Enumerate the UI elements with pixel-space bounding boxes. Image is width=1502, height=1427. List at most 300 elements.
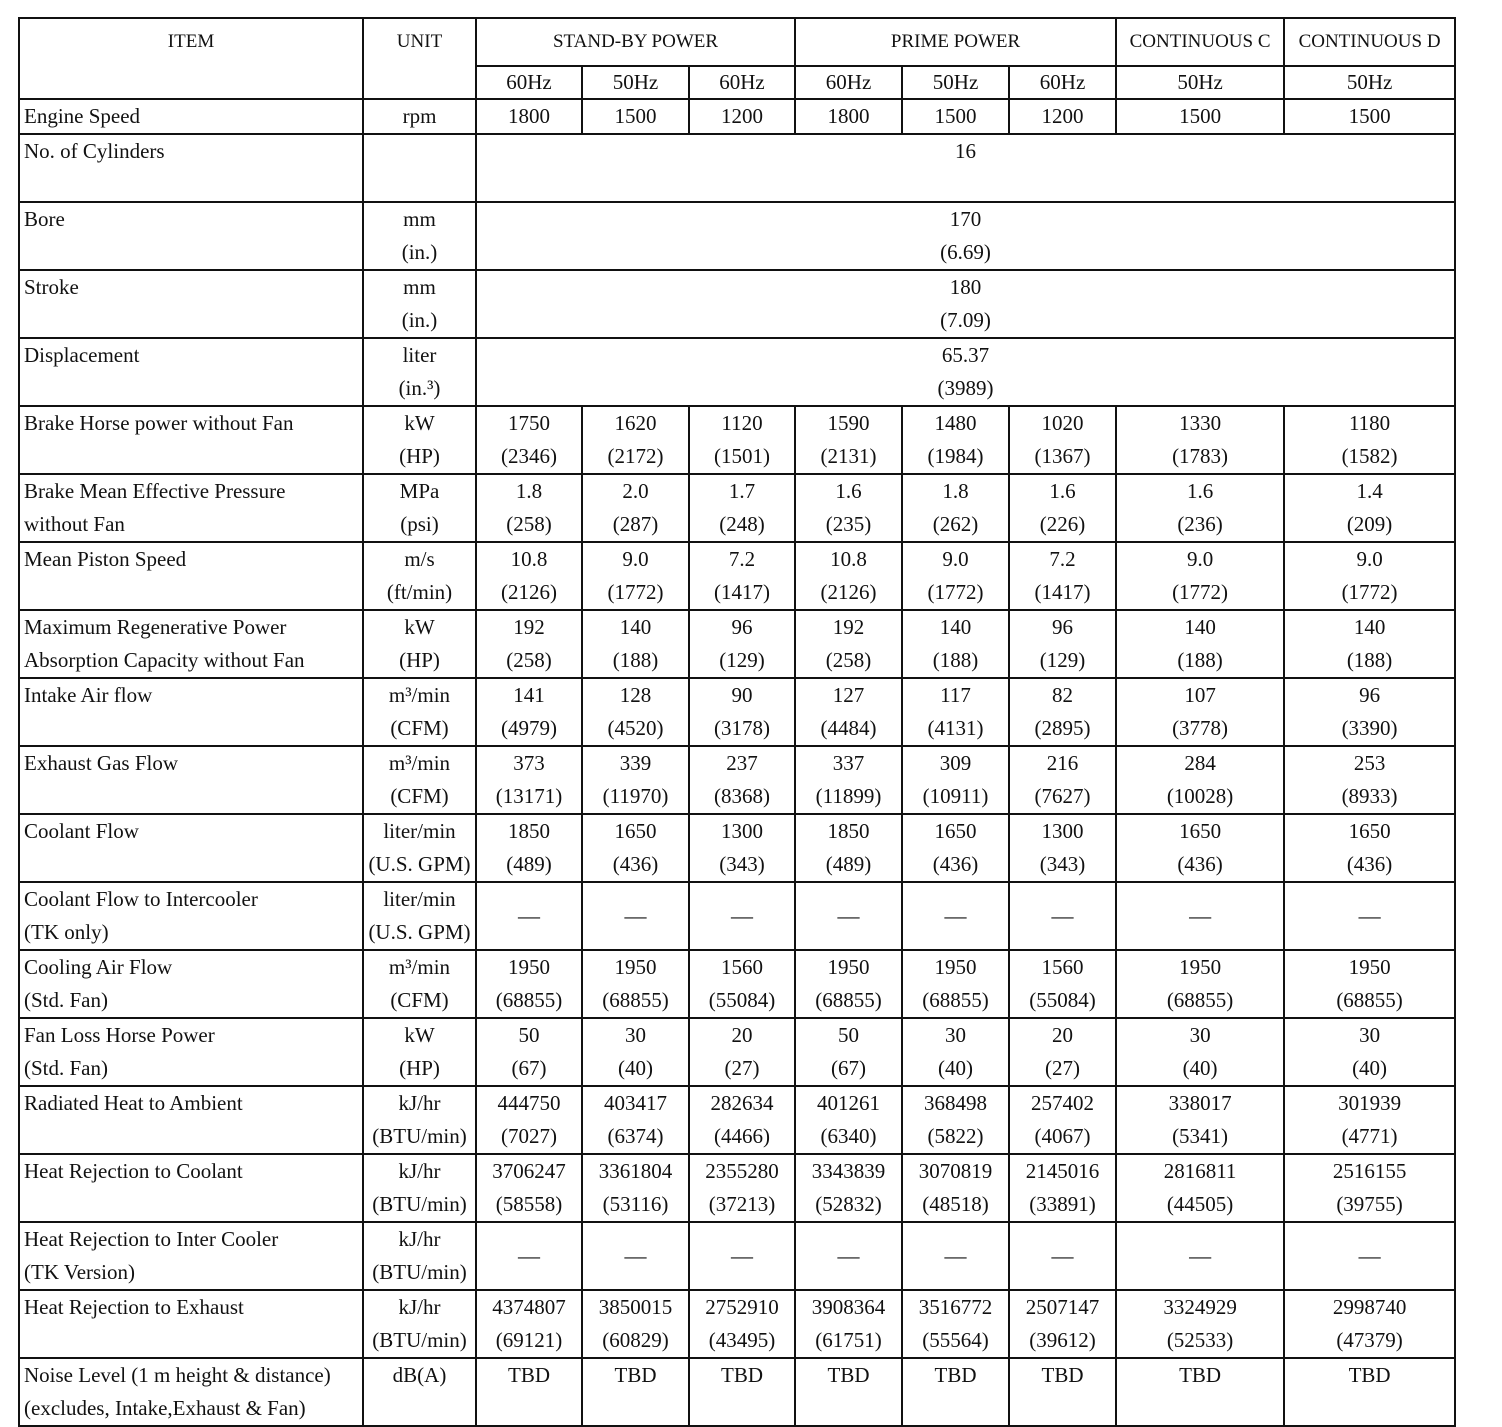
- cell-line: (1772): [1341, 580, 1398, 604]
- cell-line: 1500: [1179, 104, 1222, 128]
- cell-line: (258): [506, 648, 552, 672]
- value-cell: [1116, 814, 1284, 882]
- item-cell: [19, 814, 363, 882]
- cell-line: 337: [832, 751, 865, 775]
- cell-line: (4771): [1341, 1124, 1398, 1148]
- cell-line: 1650: [614, 819, 657, 843]
- cell-line: (188): [932, 648, 979, 672]
- value-cell: [1284, 406, 1455, 474]
- cell-line: 180: [949, 275, 982, 299]
- cell-line: (188): [612, 648, 659, 672]
- cell-line: 2145016: [1025, 1159, 1100, 1183]
- shared-value-cell: [476, 134, 1455, 202]
- value-cell-dash: —: [689, 882, 795, 950]
- header-group-prime: PRIME POWER: [795, 18, 1116, 66]
- cell-line: 1300: [721, 819, 764, 843]
- cell-line: 3343839: [811, 1159, 886, 1183]
- cell-line: Absorption Capacity without Fan: [24, 648, 305, 672]
- cell-line: (489): [506, 852, 552, 876]
- cell-line: (52533): [1166, 1328, 1234, 1352]
- shared-value-cell: [476, 338, 1455, 406]
- cell-line: (11899): [815, 784, 882, 808]
- value-cell: [476, 1290, 582, 1358]
- value-cell: [476, 542, 582, 610]
- cell-line: liter/min: [383, 819, 456, 843]
- cell-line: (TK Version): [24, 1260, 136, 1284]
- cell-line: Coolant Flow: [24, 819, 139, 843]
- header-unit: [363, 18, 476, 99]
- cell-line: (Std. Fan): [24, 988, 108, 1012]
- cell-line: (in.): [401, 308, 438, 332]
- cell-line: mm: [403, 275, 436, 299]
- cell-line: (6340): [820, 1124, 877, 1148]
- cell-line: (33891): [1029, 1192, 1096, 1216]
- value-cell: [689, 950, 795, 1018]
- unit-cell: [363, 1086, 476, 1154]
- cell-line: (3778): [1172, 716, 1229, 740]
- value-cell: [582, 814, 689, 882]
- cell-line: (BTU/min): [372, 1124, 467, 1148]
- table-row: [19, 1154, 1455, 1222]
- cell-line: (4979): [501, 716, 557, 740]
- cell-line: (287): [612, 512, 659, 536]
- cell-line: (4466): [714, 1124, 771, 1148]
- cell-line: 1300: [1041, 819, 1084, 843]
- cell-line: (3178): [714, 716, 771, 740]
- cell-line: m³/min: [388, 683, 451, 707]
- cell-line: 1950: [508, 955, 550, 979]
- cell-line: 3850015: [598, 1295, 673, 1319]
- value-cell-dash: —: [582, 1222, 689, 1290]
- item-cell: [19, 678, 363, 746]
- cell-line: 140: [1353, 615, 1386, 639]
- cell-line: 1850: [827, 819, 870, 843]
- cell-line: (8933): [1341, 784, 1398, 808]
- value-cell: [902, 542, 1009, 610]
- unit-cell: [363, 270, 476, 338]
- value-cell: [1284, 1290, 1455, 1358]
- table-row: [19, 814, 1455, 882]
- cell-line: (129): [719, 648, 765, 672]
- value-cell: [689, 1290, 795, 1358]
- header-group-standby: STAND-BY POWER: [476, 18, 795, 66]
- cell-line: 1950: [614, 955, 657, 979]
- cell-line: Heat Rejection to Exhaust: [24, 1295, 244, 1319]
- cell-line: (HP): [399, 444, 440, 468]
- value-cell: [795, 1086, 902, 1154]
- cell-line: 1560: [1041, 955, 1084, 979]
- cell-line: (37213): [708, 1192, 776, 1216]
- cell-line: (1783): [1172, 444, 1229, 468]
- value-cell: [1284, 542, 1455, 610]
- value-cell: [1009, 99, 1116, 134]
- cell-line: (CFM): [390, 784, 449, 808]
- cell-line: (1367): [1034, 444, 1091, 468]
- value-cell: [902, 1086, 1009, 1154]
- value-cell: [1116, 1086, 1284, 1154]
- cell-line: (HP): [399, 648, 440, 672]
- value-cell: [1009, 1290, 1116, 1358]
- cell-line: 1950: [827, 955, 870, 979]
- cell-line: (in.): [401, 240, 438, 264]
- cell-line: (2126): [820, 580, 877, 604]
- cell-line: kW: [404, 1023, 435, 1047]
- value-cell: [1284, 1086, 1455, 1154]
- cell-line: 1480: [934, 411, 977, 435]
- value-cell: [582, 950, 689, 1018]
- value-cell: [795, 1290, 902, 1358]
- value-cell: [689, 1358, 795, 1426]
- table-row: [19, 1018, 1455, 1086]
- cell-line: liter/min: [383, 887, 456, 911]
- freq-cell: 60Hz: [689, 66, 795, 99]
- value-cell: [902, 814, 1009, 882]
- unit-cell: [363, 1222, 476, 1290]
- cell-line: (TK only): [24, 920, 109, 944]
- cell-line: 1500: [1348, 104, 1391, 128]
- cell-line: (48518): [922, 1192, 989, 1216]
- freq-cell: 50Hz: [1284, 66, 1455, 99]
- cell-line: (68855): [1336, 988, 1403, 1012]
- value-cell: [689, 474, 795, 542]
- item-cell: [19, 474, 363, 542]
- value-cell: [795, 406, 902, 474]
- cell-line: (psi): [400, 512, 439, 536]
- cell-line: (68855): [815, 988, 882, 1012]
- cell-line: 216: [1046, 751, 1079, 775]
- value-cell-dash: —: [476, 882, 582, 950]
- cell-line: 140: [619, 615, 652, 639]
- value-cell: [795, 99, 902, 134]
- value-cell: [1116, 1018, 1284, 1086]
- cell-line: 237: [726, 751, 758, 775]
- cell-line: Heat Rejection to Coolant: [24, 1159, 243, 1183]
- value-cell: [476, 814, 582, 882]
- table-row: [19, 678, 1455, 746]
- item-cell: [19, 134, 363, 202]
- cell-line: (1582): [1341, 444, 1398, 468]
- cell-line: (343): [719, 852, 765, 876]
- cell-line: 10.8: [830, 547, 867, 571]
- item-cell: [19, 338, 363, 406]
- cell-line: (248): [719, 512, 765, 536]
- item-cell: [19, 270, 363, 338]
- cell-line: (4520): [607, 716, 664, 740]
- unit-cell: [363, 474, 476, 542]
- value-cell: [1284, 814, 1455, 882]
- item-cell: [19, 1018, 363, 1086]
- value-cell: [795, 1018, 902, 1086]
- cell-line: Mean Piston Speed: [24, 547, 187, 571]
- cell-line: 141: [513, 683, 545, 707]
- cell-line: 1650: [1179, 819, 1222, 843]
- engine-spec-table: [18, 17, 1456, 1427]
- value-cell: [795, 1154, 902, 1222]
- value-cell: [795, 950, 902, 1018]
- cell-line: (excludes, Intake,Exhaust & Fan): [24, 1396, 306, 1420]
- item-cell: [19, 1222, 363, 1290]
- cell-line: (10911): [922, 784, 989, 808]
- cell-line: 20: [1052, 1023, 1074, 1047]
- value-cell: [582, 406, 689, 474]
- value-cell: [476, 610, 582, 678]
- cell-line: (188): [1346, 648, 1393, 672]
- cell-line: 282634: [710, 1091, 774, 1115]
- cell-line: kW: [404, 615, 435, 639]
- cell-line: TBD: [1348, 1363, 1391, 1387]
- cell-line: (52832): [815, 1192, 882, 1216]
- cell-line: TBD: [721, 1363, 764, 1387]
- cell-line: 10.8: [510, 547, 548, 571]
- unit-cell: [363, 99, 476, 134]
- value-cell: [1009, 814, 1116, 882]
- value-cell: [582, 1086, 689, 1154]
- cell-line: (60829): [602, 1328, 669, 1352]
- value-cell: [795, 746, 902, 814]
- cell-line: TBD: [1041, 1363, 1084, 1387]
- value-cell-dash: —: [1009, 1222, 1116, 1290]
- header-group-continuous-c: CONTINUOUS C: [1116, 18, 1284, 66]
- unit-cell: [363, 134, 476, 202]
- cell-line: Heat Rejection to Inter Cooler: [24, 1227, 279, 1251]
- cell-line: TBD: [1179, 1363, 1222, 1387]
- cell-line: 2998740: [1332, 1295, 1407, 1319]
- cell-line: (in.³): [398, 376, 441, 400]
- table-row: [19, 1086, 1455, 1154]
- value-cell: [582, 1154, 689, 1222]
- unit-cell: [363, 1018, 476, 1086]
- cell-line: 1650: [1348, 819, 1391, 843]
- cell-line: (39612): [1029, 1328, 1096, 1352]
- cell-line: 301939: [1338, 1091, 1402, 1115]
- cell-line: 127: [832, 683, 865, 707]
- cell-line: No. of Cylinders: [24, 139, 165, 163]
- cell-line: (1772): [927, 580, 984, 604]
- value-cell: [1116, 950, 1284, 1018]
- value-cell: [1009, 542, 1116, 610]
- value-cell-dash: —: [1116, 882, 1284, 950]
- value-cell-dash: —: [902, 1222, 1009, 1290]
- cell-line: (43495): [708, 1328, 776, 1352]
- value-cell: [689, 1086, 795, 1154]
- cell-line: (436): [1346, 852, 1393, 876]
- cell-line: 9.0: [622, 547, 649, 571]
- value-cell: [1284, 746, 1455, 814]
- cell-line: 3361804: [598, 1159, 673, 1183]
- table-row: [19, 99, 1455, 134]
- cell-line: 16: [955, 139, 977, 163]
- cell-line: 140: [1184, 615, 1216, 639]
- cell-line: 2816811: [1163, 1159, 1237, 1183]
- cell-line: 9.0: [1356, 547, 1383, 571]
- table-row: [19, 1290, 1455, 1358]
- cell-line: 96: [1052, 615, 1074, 639]
- cell-line: 373: [513, 751, 545, 775]
- value-cell: [582, 610, 689, 678]
- cell-line: 1800: [827, 104, 870, 128]
- header-item-label: ITEM: [167, 31, 215, 52]
- cell-line: (7627): [1034, 784, 1091, 808]
- cell-line: m/s: [404, 547, 435, 571]
- cell-line: (436): [612, 852, 659, 876]
- value-cell: [476, 406, 582, 474]
- header-group-continuous-d: CONTINUOUS D: [1284, 18, 1455, 66]
- cell-line: (8368): [714, 784, 771, 808]
- cell-line: dB(A): [392, 1363, 447, 1387]
- cell-line: (ft/min): [386, 580, 453, 604]
- value-cell: [476, 99, 582, 134]
- unit-cell: [363, 542, 476, 610]
- cell-line: 339: [619, 751, 652, 775]
- value-cell: [902, 678, 1009, 746]
- value-cell: [689, 678, 795, 746]
- cell-line: 253: [1353, 751, 1386, 775]
- cell-line: (BTU/min): [372, 1328, 467, 1352]
- table-row: [19, 950, 1455, 1018]
- cell-line: (2346): [501, 444, 557, 468]
- header-row-groups: [19, 18, 1455, 66]
- cell-line: 2355280: [705, 1159, 779, 1183]
- cell-line: 1750: [508, 411, 550, 435]
- table-row: [19, 406, 1455, 474]
- value-cell: [1009, 474, 1116, 542]
- cell-line: (53116): [602, 1192, 669, 1216]
- cell-line: 7.2: [728, 547, 756, 571]
- value-cell: [1009, 1154, 1116, 1222]
- cell-spacer: [20, 168, 362, 201]
- cell-line: TBD: [934, 1363, 977, 1387]
- table-row: [19, 1222, 1455, 1290]
- cell-line: 140: [939, 615, 972, 639]
- value-cell: [689, 1018, 795, 1086]
- cell-line: 1.4: [1356, 479, 1383, 503]
- cell-line: 1.7: [728, 479, 756, 503]
- cell-line: (2895): [1034, 716, 1091, 740]
- cell-line: 65.37: [941, 343, 990, 367]
- value-cell: [902, 1018, 1009, 1086]
- item-cell: [19, 1290, 363, 1358]
- item-cell: [19, 950, 363, 1018]
- cell-line: without Fan: [24, 512, 125, 536]
- value-cell-dash: —: [795, 1222, 902, 1290]
- cell-line: 7.2: [1049, 547, 1076, 571]
- cell-line: 1620: [614, 411, 657, 435]
- cell-line: 2507147: [1025, 1295, 1100, 1319]
- table-row: [19, 338, 1455, 406]
- cell-line: 1120: [721, 411, 763, 435]
- cell-line: (235): [825, 512, 872, 536]
- item-cell: [19, 1154, 363, 1222]
- cell-line: (1501): [714, 444, 771, 468]
- cell-line: TBD: [508, 1363, 550, 1387]
- cell-line: (68855): [1166, 988, 1234, 1012]
- value-cell-dash: —: [1284, 882, 1455, 950]
- cell-line: kJ/hr: [398, 1295, 441, 1319]
- cell-line: Engine Speed: [24, 104, 141, 128]
- table-row: [19, 270, 1455, 338]
- cell-line: 96: [1359, 683, 1381, 707]
- table-row: [19, 474, 1455, 542]
- cell-line: (61751): [815, 1328, 882, 1352]
- value-cell: [1284, 950, 1455, 1018]
- cell-line: (55084): [1029, 988, 1096, 1012]
- cell-line: 96: [731, 615, 753, 639]
- cell-line: (CFM): [390, 988, 449, 1012]
- cell-line: (1772): [607, 580, 664, 604]
- cell-line: (4484): [820, 716, 877, 740]
- cell-line: (40): [1352, 1056, 1388, 1080]
- cell-line: 1.8: [515, 479, 543, 503]
- value-cell: [795, 814, 902, 882]
- cell-line: Noise Level (1 m height & distance): [24, 1363, 331, 1387]
- table-row: [19, 746, 1455, 814]
- value-cell: [1116, 1358, 1284, 1426]
- cell-line: (HP): [399, 1056, 440, 1080]
- cell-line: 309: [939, 751, 972, 775]
- value-cell: [582, 1358, 689, 1426]
- value-cell: [1009, 678, 1116, 746]
- cell-line: (69121): [495, 1328, 563, 1352]
- cell-line: Coolant Flow to Intercooler: [24, 887, 258, 911]
- header-item: [19, 18, 363, 99]
- cell-line: (68855): [602, 988, 669, 1012]
- item-cell: [19, 1358, 363, 1426]
- cell-line: 1.6: [1186, 479, 1214, 503]
- freq-cell: 60Hz: [476, 66, 582, 99]
- value-cell: [1284, 1018, 1455, 1086]
- cell-line: (67): [831, 1056, 867, 1080]
- cell-line: Maximum Regenerative Power: [24, 615, 287, 639]
- item-cell: [19, 1086, 363, 1154]
- cell-line: Stroke: [24, 275, 79, 299]
- cell-line: 20: [731, 1023, 753, 1047]
- cell-line: 50: [518, 1023, 540, 1047]
- cell-line: 1560: [721, 955, 764, 979]
- freq-cell: 50Hz: [582, 66, 689, 99]
- table-row: [19, 882, 1455, 950]
- cell-line: 1500: [934, 104, 977, 128]
- freq-cell: 60Hz: [1009, 66, 1116, 99]
- cell-line: 1200: [721, 104, 764, 128]
- value-cell: [1284, 678, 1455, 746]
- value-cell: [795, 474, 902, 542]
- cell-line: (226): [1039, 512, 1086, 536]
- cell-line: 30: [625, 1023, 646, 1047]
- cell-line: 9.0: [1186, 547, 1214, 571]
- cell-line: (67): [511, 1056, 547, 1080]
- cell-line: (258): [825, 648, 872, 672]
- cell-line: kJ/hr: [398, 1091, 441, 1115]
- cell-line: 1020: [1041, 411, 1084, 435]
- cell-line: 1800: [508, 104, 550, 128]
- cell-line: (436): [1177, 852, 1223, 876]
- cell-line: Bore: [24, 207, 65, 231]
- cell-line: (27): [724, 1056, 760, 1080]
- cell-line: (40): [938, 1056, 974, 1080]
- cell-line: 107: [1184, 683, 1216, 707]
- cell-line: 403417: [604, 1091, 667, 1115]
- shared-value-cell: [476, 202, 1455, 270]
- cell-line: Brake Horse power without Fan: [24, 411, 294, 435]
- value-cell: [1284, 99, 1455, 134]
- cell-line: (Std. Fan): [24, 1056, 108, 1080]
- cell-line: (11970): [602, 784, 669, 808]
- cell-line: (6.69): [940, 240, 991, 264]
- table-row: [19, 134, 1455, 202]
- cell-line: 1950: [934, 955, 977, 979]
- cell-line: 257402: [1031, 1091, 1095, 1115]
- cell-line: (129): [1039, 648, 1086, 672]
